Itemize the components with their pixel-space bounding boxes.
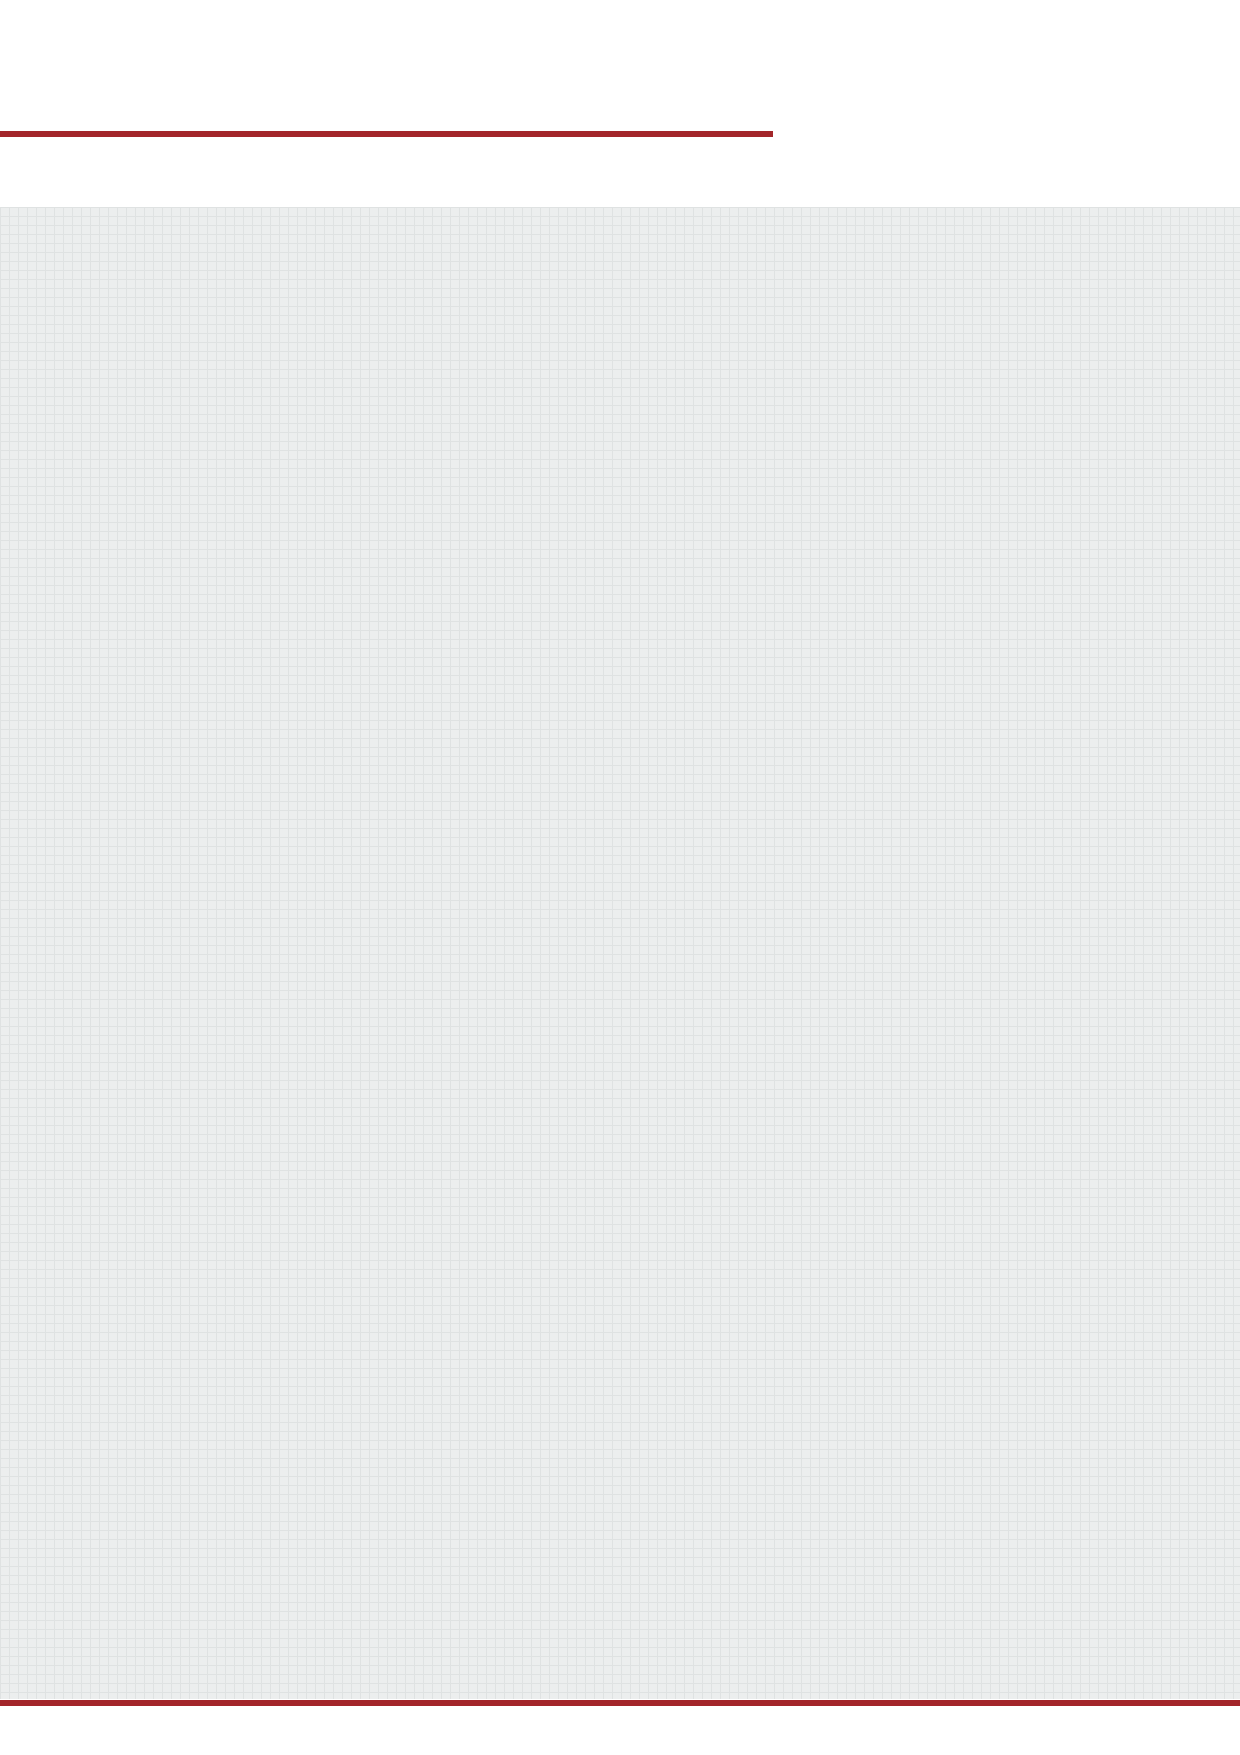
contact-info xyxy=(849,153,867,169)
header-rule xyxy=(0,131,773,137)
footer-rule xyxy=(0,1700,1240,1706)
grid-background xyxy=(0,207,1240,1699)
